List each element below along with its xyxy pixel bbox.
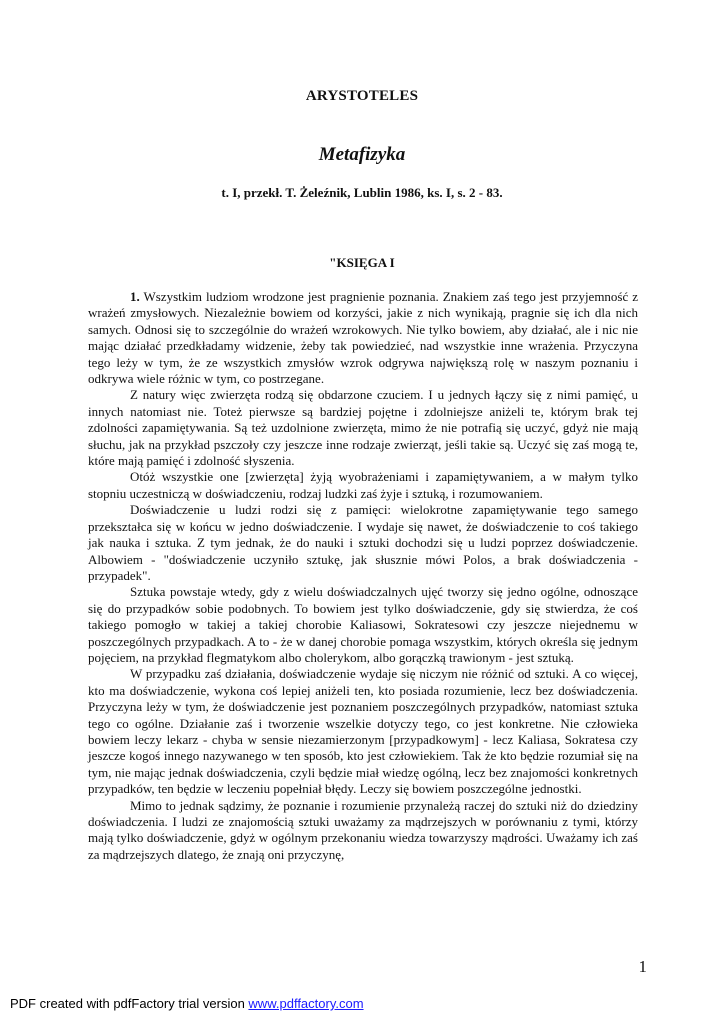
paragraph-text: Wszystkim ludziom wrodzone jest pragnienie poznania. Znakiem zaś tego jest przyjemność z wrażeń zmysłowych. Niezależnie bowiem od korzyści, jakie z nich wynikają, pragnie się ich dla nich samych. Odnosi się to szczególnie do wrażeń wzrokowych. Nie tylko bowiem, aby działać, ale i nic nie mając działać przedkładamy widzenie, żeby tak powiedzieć, nad wszystkie inne wrażenia. Przyczyna tego leży w tym, że ze wszystkich zmysłów wzrok odgrywa największą rolę w naszym poznaniu i odkrywa wiele różnic w tym, co postrzegane. [88, 289, 638, 387]
citation-line: t. I, przekł. T. Żeleźnik, Lublin 1986, ks. I, s. 2 - 83. [221, 185, 503, 200]
page-number: 1 [638, 957, 647, 976]
paragraph: Otóż wszystkie one [zwierzęta] żyją wyobrażeniami i zapamiętywaniem, a w małym tylko stopniu uczestniczą w doświadczeniu, rodzaj ludzki zaś żyje i sztuką, i rozumowaniem. [88, 469, 638, 501]
footer-text: PDF created with pdfFactory trial version [10, 996, 249, 1011]
paragraph: Sztuka powstaje wtedy, gdy z wielu doświadczalnych ujęć tworzy się jedno ogólne, odnoszące się do przypadków sobie podobnych. To bowiem jest tylko doświadczenie, gdy się stwierdza, że coś takiego pomogło w takiej a takiej chorobie Kaliasowi, Sokratesowi czy jeszcze niejednemu w poszczególnych przypadkach. A to - że w danej chorobie pomaga wszystkim, których określa się jednym pojęciem, na przykład flegmatykom albo cholerykom, albo gorączką trawionym - jest sztuką. [88, 584, 638, 665]
author-heading: ARYSTOTELES [305, 88, 419, 104]
section-number: 1. [130, 289, 140, 304]
paragraph: Mimo to jednak sądzimy, że poznanie i rozumienie przynależą raczej do sztuki niż do dziedziny doświadczenia. I ludzi ze znajomością sztuki uważamy za mądrzejszych w porównaniu z tymi, którzy mają tylko doświadczenie, gdyż w ogólnym przekonaniu wiedza towarzyszy mądrości. Uważamy ich zaś za mądrzejszych dlatego, że znają oni przyczynę, [88, 797, 638, 862]
book-heading: "KSIĘGA I [329, 255, 395, 270]
pdffactory-link[interactable]: www.pdffactory.com [248, 996, 364, 1011]
paragraph: Z natury więc zwierzęta rodzą się obdarzone czuciem. I u jednych łączy się z nimi pamięć, u innych natomiast nie. Toteż pierwsze są bardziej pojętne i zdolniejsze aniżeli te, którym brak tej zdolności zapamiętywania. Są też uzdolnione zwierzęta, mimo że nie potrafią się uczyć, gdyż nie mają słuchu, jak na przykład pszczoły czy jeszcze inne rodzaje zwierząt, jeśli takie są. Uczyć się zaś mogą te, które mają pamięć i zdolność słyszenia. [88, 387, 638, 469]
paragraph: Doświadczenie u ludzi rodzi się z pamięci: wielokrotne zapamiętywanie tego samego przekształca się w końcu w jedno doświadczenie. I wydaje się nawet, że doświadczenie to coś takiego jak nauka i sztuka. Z tym jednak, że do nauki i sztuki dochodzi się u ludzi poprzez doświadczenie. Albowiem - "doświadczenie uczyniło sztukę, jak słusznie mówi Polos, a brak doświadczenia - przypadek". [88, 502, 638, 583]
paragraph [88, 289, 638, 387]
work-title: Metafizyka [318, 144, 406, 165]
pdf-footer [10, 996, 364, 1011]
body-text [88, 289, 638, 863]
paragraph: W przypadku zaś działania, doświadczenie wydaje się niczym nie różnić od sztuki. A co więcej, kto ma doświadczenie, wykona coś lepiej aniżeli ten, kto posiada rozumienie, lecz bez doświadczenia. Przyczyna leży w tym, że doświadczenie jest poznaniem poszczególnych przypadków, natomiast sztuka tego co ogólne. Działanie zaś i tworzenie wszelkie dotyczy tego, co jest konkretne. Nie człowieka bowiem leczy lekarz - chyba w sensie niezamierzonym [przypadkowym] - lecz Kaliasa, Sokratesa czy jeszcze kogoś innego nazywanego w ten sposób, kto jest człowiekiem. Tak że kto będzie rozumiał się na tym, nie mając jednak doświadczenia, czyli będzie miał wiedzę ogólną, lecz bez znajomości konkretnych przypadków, ten będzie w leczeniu popełniał błędy. Leczy się bowiem poszczególne jednostki. [88, 666, 638, 797]
